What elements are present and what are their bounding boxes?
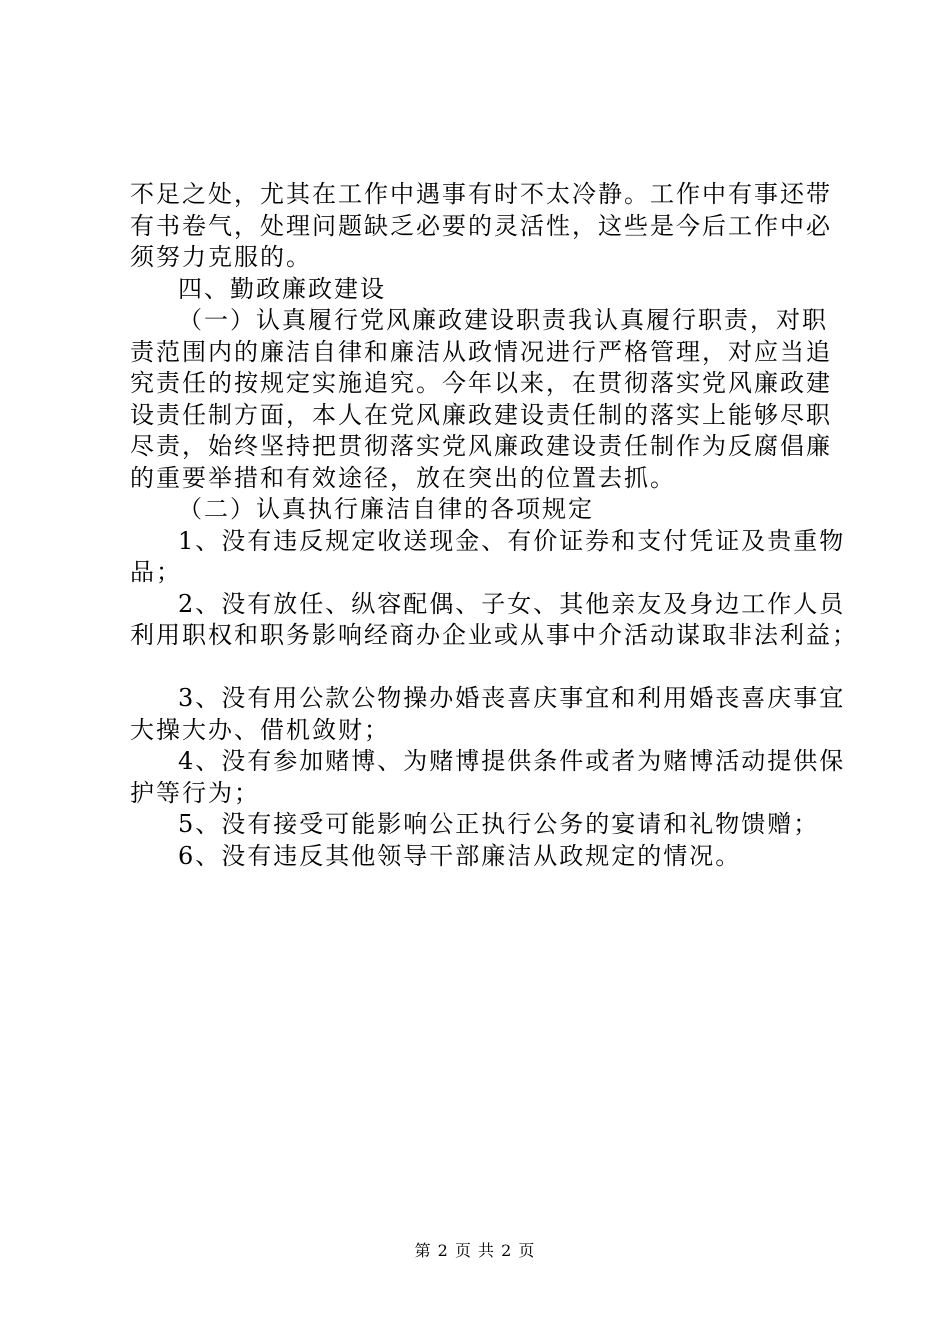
section-heading: 四、勤政廉政建设 bbox=[178, 274, 386, 303]
list-item: 3、没有用公款公物操办婚丧喜庆事宜和利用婚丧喜庆事宜 bbox=[178, 684, 846, 712]
list-item: 6、没有违反其他领导干部廉洁从政规定的情况。 bbox=[178, 841, 742, 870]
paragraph-line: 须努力克服的。 bbox=[130, 243, 312, 271]
paragraph-line: 设责任制方面，本人在党风廉政建设责任制的落实上能够尽职 bbox=[130, 400, 832, 429]
list-item-continuation: 利用职权和职务影响经商办企业或从事中介活动谋取非法利益； bbox=[130, 621, 858, 649]
paragraph-line: （一）认真履行党风廉政建设职责我认真履行职责，对职 bbox=[178, 306, 828, 334]
document-body bbox=[130, 179, 858, 872]
list-item: 2、没有放任、纵容配偶、子女、其他亲友及身边工作人员 bbox=[178, 589, 846, 618]
list-item-continuation: 护等行为； bbox=[130, 778, 260, 807]
paragraph-line: 尽责，始终坚持把贯彻落实党风廉政建设责任制作为反腐倡廉 bbox=[130, 432, 832, 460]
paragraph-line: 的重要举措和有效途径，放在突出的位置去抓。 bbox=[130, 463, 676, 492]
list-item: 5、没有接受可能影响公正执行公务的宴请和礼物馈赠； bbox=[178, 810, 820, 838]
paragraph-line: 究责任的按规定实施追究。今年以来，在贯彻落实党风廉政建 bbox=[130, 369, 832, 397]
list-item: 4、没有参加赌博、为赌博提供条件或者为赌博活动提供保 bbox=[178, 747, 846, 775]
paragraph-line: 有书卷气，处理问题缺乏必要的灵活性，这些是今后工作中必 bbox=[130, 211, 832, 240]
paragraph-line: 责范围内的廉洁自律和廉洁从政情况进行严格管理，对应当追 bbox=[130, 337, 832, 366]
page-footer: 第 2 页 共 2 页 bbox=[414, 1241, 536, 1260]
list-item-continuation: 品； bbox=[130, 558, 182, 586]
list-item: 1、没有违反规定收送现金、有价证券和支付凭证及贵重物 bbox=[178, 526, 846, 555]
list-item-continuation: 大操大办、借机敛财； bbox=[130, 715, 390, 744]
subsection-heading: （二）认真执行廉洁自律的各项规定 bbox=[178, 495, 594, 523]
blank-line bbox=[130, 652, 842, 684]
paragraph-line: 不足之处，尤其在工作中遇事有时不太冷静。工作中有事还带 bbox=[130, 180, 832, 208]
